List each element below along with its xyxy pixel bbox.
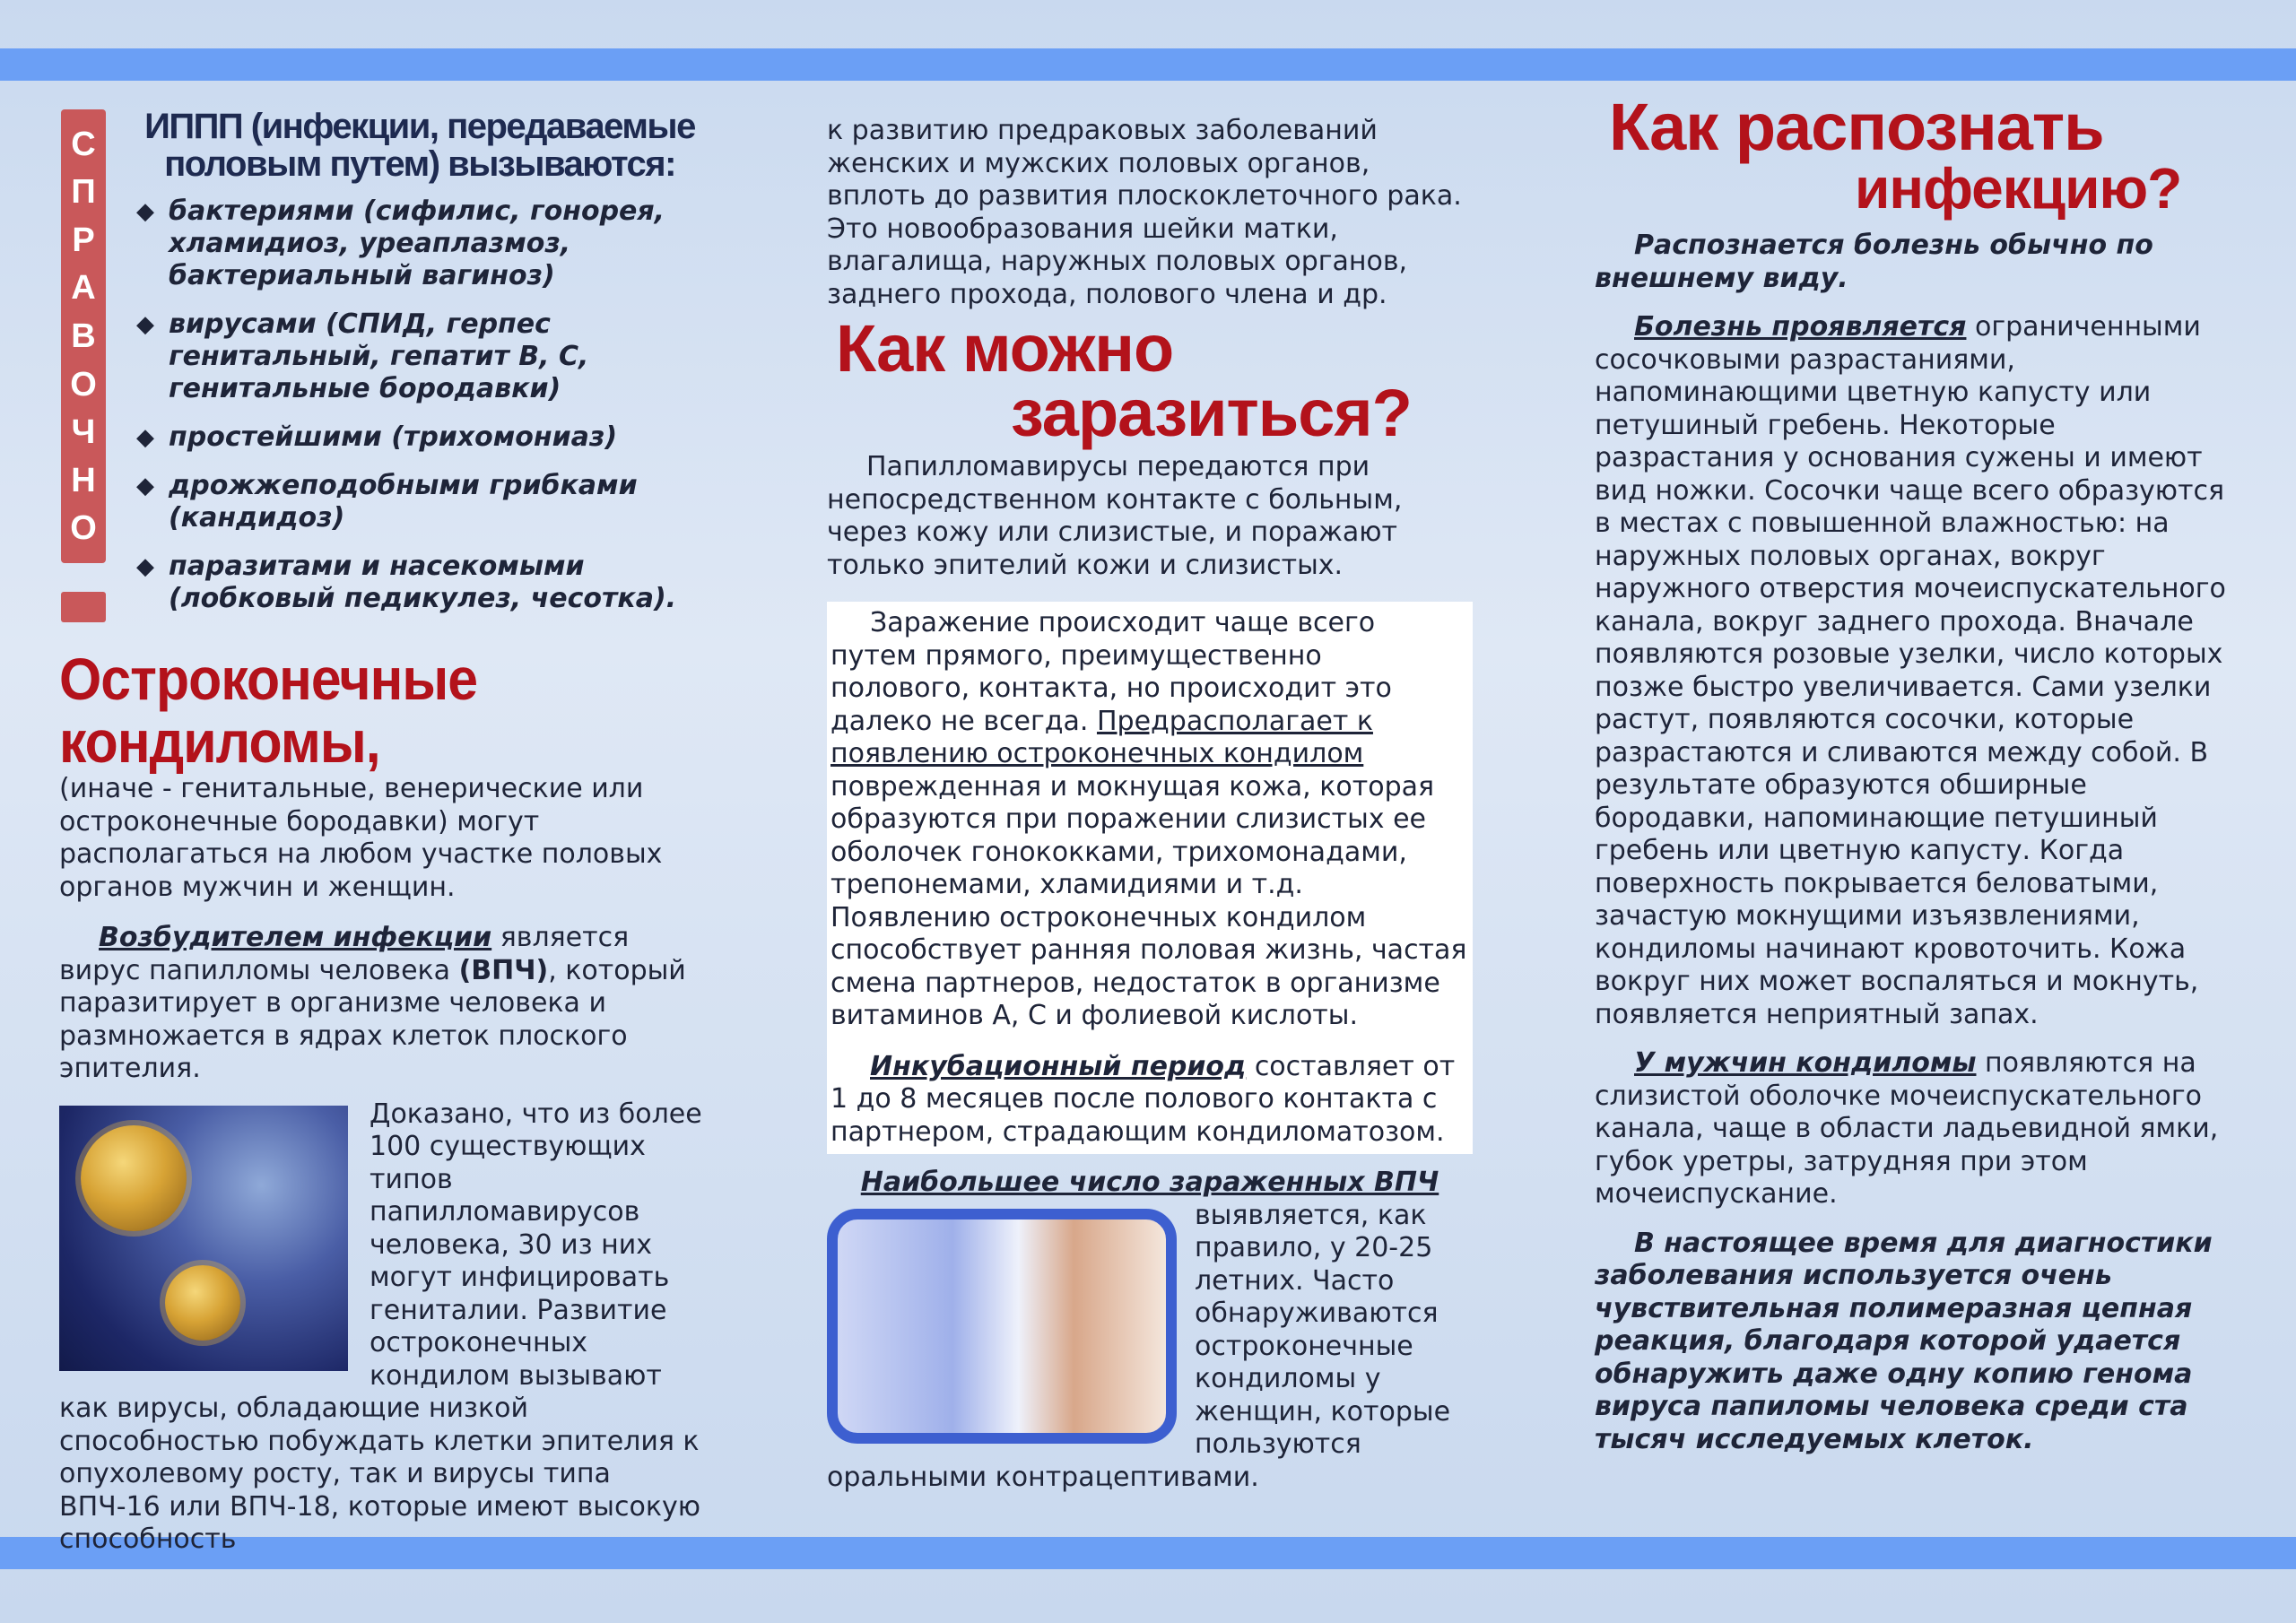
agent-label: Возбудителем инфекции [99,922,492,953]
how-infect-title [827,311,1473,450]
manifest-label: Болезнь проявляется [1634,311,1967,343]
stis-heading: ИППП (инфекции, передаваемые половым путем) вызываются: [144,107,695,184]
men-paragraph [1595,1047,2233,1211]
list-item-text: паразитами и насекомыми (лобковый педикулез, чесотка). [169,551,677,614]
top-band [0,48,2296,81]
middle-column [827,115,1473,1494]
recognize-title [1595,90,2233,221]
diamond-bullet-icon: ◆ [136,473,154,499]
vertical-label-tab [61,592,106,622]
left-column-top [133,108,707,631]
manifest-text: ограниченными сосочковыми разрастаниями, напоминающими цветную капусту или петушиный гребень. Некоторые разрастания у основания сужены и имеют вид ножки. Сосочки чаще всего образуются в местах с повышенной влажностью: на наружных половых органах, вокруг наружного отверстия мочеиспускательного канала, вокруг заднего прохода. Вначале появляются розовые узелки, число которых позже быстро увеличивается. Сами узелки растут, появляются сосочки, которые разрастаются и сливаются между собой. В результате образуются обширные бородавки, напоминающие петушиный гребень или цветную капусту. Когда поверхность покрывается беловатыми, зачастую мокнущими изъязвлениями, кондиломы начинают кровоточить. Кожа вокруг них может воспаляться и мокнуть, появляется неприятный запах. [1595,311,2226,1030]
vertical-label-spravochno [61,109,106,563]
recognize-paragraph: Распознается болезнь обычно по внешнему виду. [1595,230,2153,294]
diamond-bullet-icon: ◆ [136,198,154,225]
list-item-text: простейшими (трихомониаз) [169,421,618,453]
men-label: У мужчин кондиломы [1634,1047,1977,1079]
vertical-letter: А [71,269,96,308]
list-item [133,195,707,292]
most-infected-text: выявляется, как правило, у 20-25 летних. Часто обнаруживаются остроконечные кондиломы у женщин, которые пользуются оральными контрацептивами. [827,1199,1451,1493]
title-line: Как распознать [1609,90,2104,164]
diamond-bullet-icon: ◆ [136,553,154,580]
vertical-letter: О [70,365,97,404]
vertical-letter: О [70,509,97,548]
vertical-letter: С [71,125,96,163]
vertical-letter: Р [72,221,95,259]
infection-text: поврежденная и мокнущая кожа, которая образуются при поражении слизистых ее оболочек гонококками, трихомонадами, трепонемами, хламидиями и т.д. Появлению остроконечных кондилом способствует ранняя половая жизнь, частая смена партнеров, недостаток в организме витаминов А, С и фолиевой кислоты. [831,770,1467,1031]
vertical-letter: Ч [71,413,96,452]
virus-illustration [59,1106,348,1371]
predisposes-underlined: Предрасполагает к появлению остроконечных кондилом [831,705,1373,769]
virus-particle-icon [81,1125,187,1231]
infection-paragraph [831,607,1469,1033]
left-column-bottom [59,647,705,1557]
virus-particle-icon [165,1265,240,1341]
title-line: Как можно [836,311,1174,386]
diamond-bullet-icon: ◆ [136,311,154,338]
continuation-paragraph: к развитию предраковых заболеваний женских и мужских половых органов, вплоть до развития плоскоклеточного рака. Это новообразования шейки матки, влагалища, наружных половых органов, заднего прохода, полового члена и др. [827,115,1462,310]
list-item-text: вирусами (СПИД, герпес генитальный, гепатит В, С, генитальные бородавки) [169,308,589,404]
woman-photo [827,1209,1177,1444]
list-item [133,308,707,405]
manifest-paragraph [1595,311,2233,1031]
diamond-bullet-icon: ◆ [136,424,154,451]
men-text: появляются на слизистой оболочке мочеиспускательного канала, чаще в области ладьевидной ямки, губок уретры, затрудняя при этом мочеиспускание. [1595,1047,2219,1210]
vertical-letter: Н [71,461,96,499]
proven-paragraph: Доказано, что из более 100 существующих типов папилломавирусов человека, 30 из них могут инфицировать гениталии. Развитие остроконечных кондилом вызывают как вирусы, обладающие низкой способностью побуждать клетки эпителия к опухолевому росту, так и вирусы типа ВПЧ-16 или ВПЧ-18, которые имеют высокую способность [59,1098,702,1555]
list-item [133,421,707,454]
infection-box [827,602,1473,1154]
proven-block [59,1098,705,1557]
incubation-paragraph [831,1051,1469,1150]
diagnosis-paragraph: В настоящее время для диагностики заболевания используется очень чувствительная полимеразная цепная реакция, благодаря которой удается обнаружить даже одну копию генома вируса папиломы человека среди ста тысяч исследуемых клеток. [1595,1227,2213,1455]
pathogen-list [133,195,707,615]
agent-text: является вирус папилломы человека [59,922,630,986]
vertical-letter: П [71,173,96,212]
vertical-letter: В [71,317,96,355]
title-line: инфекцию? [1855,156,2182,221]
transmission-paragraph: Папилломавирусы передаются при непосредственном контакте с больным, через кожу или слизистые, и поражают только эпителий кожи и слизистых. [827,451,1403,581]
hpv-abbr: (ВПЧ) [458,954,549,986]
incubation-label: Инкубационный период [870,1050,1247,1082]
infection-text: Заражение происходит чаще всего путем прямого, преимущественно полового, контакта, но происходит это далеко не всегда. [831,607,1392,737]
incubation-text: составляет от 1 до 8 месяцев после полового контакта с партнером, страдающим кондиломатозом. [831,1050,1456,1148]
condylomas-intro: (иначе - генитальные, венерические или остроконечные бородавки) могут располагаться на любом участке половых органов мужчин и женщин. [59,773,663,903]
title-line: заразиться? [1011,376,1412,450]
condylomas-title: Остроконечные кондиломы, [59,646,478,775]
list-item-text: бактериями (сифилис, гонорея, хламидиоз, уреаплазмоз, бактериальный вагиноз) [169,195,665,291]
list-item [133,470,707,534]
list-item-text: дрожжеподобными грибками (кандидоз) [169,470,638,534]
most-infected-block [827,1200,1473,1495]
agent-paragraph [59,922,705,1086]
list-item [133,551,707,615]
right-column [1595,90,2233,1456]
agent-text: , который паразитирует в организме человека и размножается в ядрах клеток плоского эпителия. [59,954,686,1084]
most-infected-heading: Наибольшее число зараженных ВПЧ [860,1167,1439,1198]
